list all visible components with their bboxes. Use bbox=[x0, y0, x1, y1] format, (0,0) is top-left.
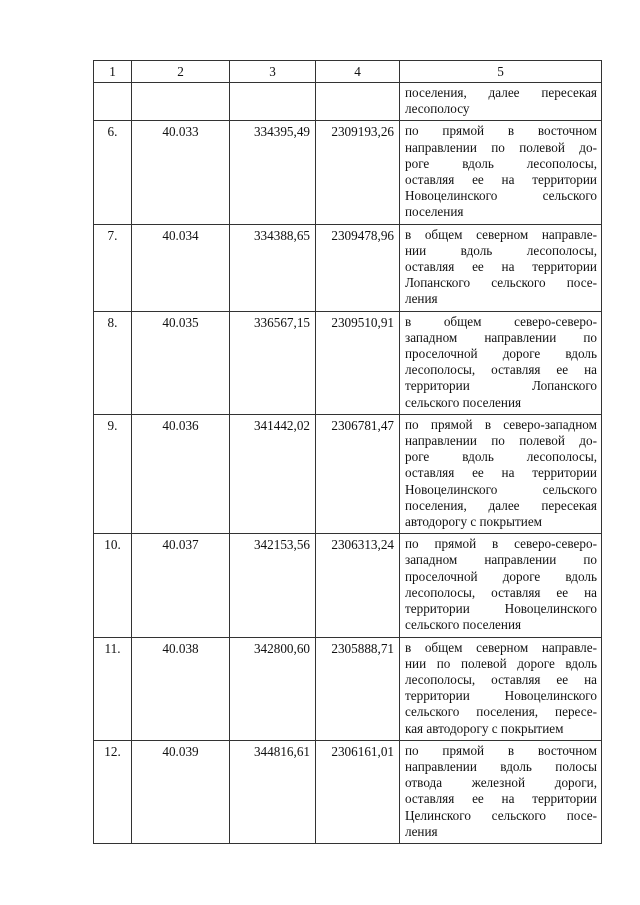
row-number: 7. bbox=[94, 224, 132, 311]
route-description bbox=[400, 414, 602, 533]
boundary-table bbox=[93, 60, 602, 844]
description-line: нии по полевой дороге вдоль bbox=[405, 655, 597, 671]
route-description bbox=[400, 311, 602, 414]
header-col-2: 2 bbox=[132, 61, 230, 83]
coord-y: 2306161,01 bbox=[316, 740, 400, 843]
description-line: оставляя ее на территории bbox=[405, 465, 597, 481]
description-line: сельского поселения bbox=[405, 617, 522, 633]
description-line: по прямой в северо-северо- bbox=[405, 536, 597, 552]
description-line: Лопанского сельского посе- bbox=[405, 275, 597, 291]
description-line: кая автодорогу с покрытием bbox=[405, 720, 564, 736]
coord-y: 2309510,91 bbox=[316, 311, 400, 414]
point-id: 40.034 bbox=[132, 224, 230, 311]
header-col-3: 3 bbox=[230, 61, 316, 83]
row-number: 11. bbox=[94, 637, 132, 740]
description-line: Новоцелинского сельского bbox=[405, 481, 597, 497]
description-line: сельского поселения, пересе- bbox=[405, 704, 597, 720]
coord-x: 336567,15 bbox=[230, 311, 316, 414]
coord-x: 341442,02 bbox=[230, 414, 316, 533]
description-line: лесополосы, оставляя ее на bbox=[405, 362, 597, 378]
description-line: автодорогу с покрытием bbox=[405, 514, 543, 530]
description-line: в общем северо-северо- bbox=[405, 313, 597, 329]
coord-y: 2309193,26 bbox=[316, 121, 400, 224]
description-line: Целинского сельского посе- bbox=[405, 807, 597, 823]
coord-y: 2309478,96 bbox=[316, 224, 400, 311]
continuation-description bbox=[400, 83, 602, 121]
row-number: 10. bbox=[94, 534, 132, 637]
coord-x: 334388,65 bbox=[230, 224, 316, 311]
description-line: ления bbox=[405, 291, 438, 307]
description-line: по прямой в северо-западном bbox=[405, 416, 597, 432]
table-row bbox=[94, 311, 602, 414]
coord-x: 342153,56 bbox=[230, 534, 316, 637]
description-line: нии вдоль лесополосы, bbox=[405, 242, 597, 258]
route-description bbox=[400, 637, 602, 740]
header-col-4: 4 bbox=[316, 61, 400, 83]
description-line: поселения, далее пересекая bbox=[405, 497, 597, 513]
point-id: 40.039 bbox=[132, 740, 230, 843]
table-row bbox=[94, 740, 602, 843]
table-row bbox=[94, 534, 602, 637]
description-line: в общем северном направле- bbox=[405, 226, 597, 242]
description-line: Новоцелинского сельского bbox=[405, 188, 597, 204]
coord-y: 2306313,24 bbox=[316, 534, 400, 637]
description-line: сельского поселения bbox=[405, 394, 522, 410]
description-line: территории Лопанского bbox=[405, 378, 597, 394]
table-row bbox=[94, 121, 602, 224]
description-line: направлении по полевой до- bbox=[405, 433, 597, 449]
route-description bbox=[400, 740, 602, 843]
coord-y: 2305888,71 bbox=[316, 637, 400, 740]
point-id: 40.036 bbox=[132, 414, 230, 533]
continuation-row bbox=[94, 83, 602, 121]
description-line: направлении вдоль полосы bbox=[405, 758, 597, 774]
description-line: роге вдоль лесополосы, bbox=[405, 155, 597, 171]
route-description bbox=[400, 534, 602, 637]
header-col-5: 5 bbox=[400, 61, 602, 83]
point-id: 40.037 bbox=[132, 534, 230, 637]
description-line: поселения bbox=[405, 204, 464, 220]
description-line: в общем северном направле- bbox=[405, 639, 597, 655]
table-row bbox=[94, 224, 602, 311]
description-line: оставляя ее на территории bbox=[405, 791, 597, 807]
point-id: 40.033 bbox=[132, 121, 230, 224]
route-description bbox=[400, 121, 602, 224]
description-line: лесополосы, оставляя ее на bbox=[405, 584, 597, 600]
description-line: территории Новоцелинского bbox=[405, 688, 597, 704]
row-number: 9. bbox=[94, 414, 132, 533]
header-row bbox=[94, 61, 602, 83]
table-row bbox=[94, 637, 602, 740]
point-id: 40.035 bbox=[132, 311, 230, 414]
description-line: лесополосы, оставляя ее на bbox=[405, 671, 597, 687]
table-row bbox=[94, 414, 602, 533]
description-line: оставляя ее на территории bbox=[405, 259, 597, 275]
description-line: проселочной дороге вдоль bbox=[405, 346, 597, 362]
description-line: поселения, далее пересекая bbox=[405, 85, 597, 100]
point-id: 40.038 bbox=[132, 637, 230, 740]
description-line: лесополосу bbox=[405, 101, 470, 117]
row-number: 6. bbox=[94, 121, 132, 224]
row-number: 12. bbox=[94, 740, 132, 843]
description-line: по прямой в восточном bbox=[405, 742, 597, 758]
description-line: роге вдоль лесополосы, bbox=[405, 449, 597, 465]
coord-y: 2306781,47 bbox=[316, 414, 400, 533]
description-line: западном направлении по bbox=[405, 552, 597, 568]
coord-x: 342800,60 bbox=[230, 637, 316, 740]
coord-x: 334395,49 bbox=[230, 121, 316, 224]
description-line: по прямой в восточном bbox=[405, 123, 597, 139]
route-description bbox=[400, 224, 602, 311]
coord-x: 344816,61 bbox=[230, 740, 316, 843]
description-line: западном направлении по bbox=[405, 329, 597, 345]
description-line: направлении по полевой до- bbox=[405, 139, 597, 155]
description-line: проселочной дороге вдоль bbox=[405, 568, 597, 584]
header-col-1: 1 bbox=[94, 61, 132, 83]
description-line: отвода железной дороги, bbox=[405, 775, 597, 791]
row-number: 8. bbox=[94, 311, 132, 414]
description-line: оставляя ее на территории bbox=[405, 172, 597, 188]
description-line: ления bbox=[405, 823, 438, 839]
description-line: территории Новоцелинского bbox=[405, 601, 597, 617]
